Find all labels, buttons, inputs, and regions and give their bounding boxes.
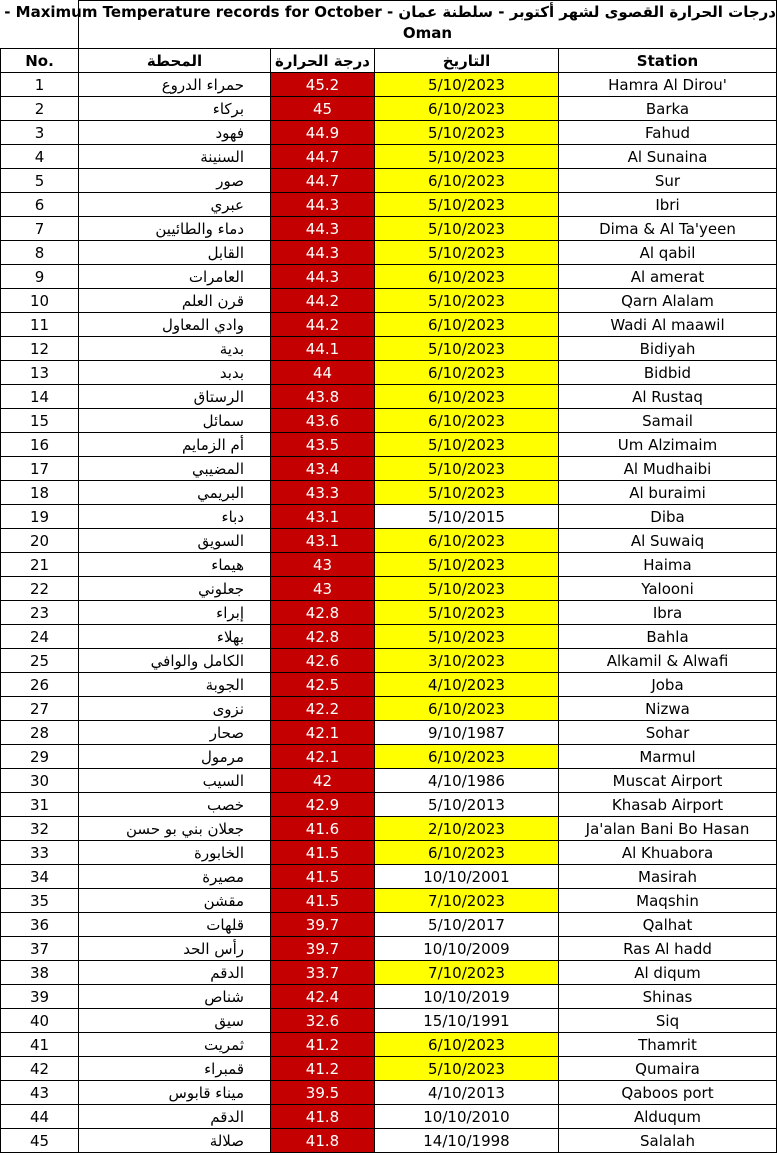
temperature-value: 41.5 xyxy=(271,889,375,913)
row-number: 3 xyxy=(1,121,79,145)
record-date: 7/10/2023 xyxy=(375,889,559,913)
station-name-en: Alkamil & Alwafi xyxy=(559,649,777,673)
station-name-en: Hamra Al Dirou' xyxy=(559,73,777,97)
title-line-2: Oman xyxy=(402,24,453,42)
station-name-ar: بدبد xyxy=(79,361,271,385)
record-date: 6/10/2023 xyxy=(375,409,559,433)
table-row xyxy=(1,769,777,793)
record-date: 5/10/2023 xyxy=(375,217,559,241)
table-row xyxy=(1,1057,777,1081)
station-name-en: Bidiyah xyxy=(559,337,777,361)
row-number: 10 xyxy=(1,289,79,313)
title-row xyxy=(1,1,777,49)
temperature-value: 43 xyxy=(271,577,375,601)
temperature-value: 41.8 xyxy=(271,1129,375,1153)
record-date: 5/10/2023 xyxy=(375,457,559,481)
row-number: 8 xyxy=(1,241,79,265)
table-row xyxy=(1,433,777,457)
temperature-value: 42.8 xyxy=(271,625,375,649)
temperature-value: 43.6 xyxy=(271,409,375,433)
row-number: 4 xyxy=(1,145,79,169)
station-name-ar: الرستاق xyxy=(79,385,271,409)
table-body xyxy=(1,1,777,1153)
row-number: 34 xyxy=(1,865,79,889)
row-number: 35 xyxy=(1,889,79,913)
row-number: 16 xyxy=(1,433,79,457)
station-name-ar: البريمي xyxy=(79,481,271,505)
station-name-en: Joba xyxy=(559,673,777,697)
station-name-ar: شناص xyxy=(79,985,271,1009)
temperature-value: 41.5 xyxy=(271,865,375,889)
table-row xyxy=(1,865,777,889)
station-name-en: Diba xyxy=(559,505,777,529)
temperature-value: 44.3 xyxy=(271,241,375,265)
row-number: 24 xyxy=(1,625,79,649)
row-number: 21 xyxy=(1,553,79,577)
row-number: 42 xyxy=(1,1057,79,1081)
row-number: 13 xyxy=(1,361,79,385)
record-date: 5/10/2023 xyxy=(375,289,559,313)
temperature-value: 44.2 xyxy=(271,313,375,337)
station-name-ar: سمائل xyxy=(79,409,271,433)
temperature-value: 44.3 xyxy=(271,217,375,241)
record-date: 2/10/2023 xyxy=(375,817,559,841)
temperature-value: 39.7 xyxy=(271,937,375,961)
temperature-value: 42.8 xyxy=(271,601,375,625)
table-row xyxy=(1,841,777,865)
station-name-ar: السنينة xyxy=(79,145,271,169)
station-name-ar: السويق xyxy=(79,529,271,553)
table-row xyxy=(1,793,777,817)
station-name-ar: أم الزمايم xyxy=(79,433,271,457)
station-name-en: Shinas xyxy=(559,985,777,1009)
row-number: 18 xyxy=(1,481,79,505)
table-row xyxy=(1,409,777,433)
station-name-ar: خصب xyxy=(79,793,271,817)
table-row xyxy=(1,145,777,169)
station-name-en: Samail xyxy=(559,409,777,433)
station-name-en: Dima & Al Ta'yeen xyxy=(559,217,777,241)
row-number: 11 xyxy=(1,313,79,337)
station-name-ar: صحار xyxy=(79,721,271,745)
row-number: 14 xyxy=(1,385,79,409)
temperature-value: 33.7 xyxy=(271,961,375,985)
table-row xyxy=(1,265,777,289)
row-number: 12 xyxy=(1,337,79,361)
record-date: 6/10/2023 xyxy=(375,169,559,193)
row-number: 39 xyxy=(1,985,79,1009)
table-row xyxy=(1,601,777,625)
station-name-en: Wadi Al maawil xyxy=(559,313,777,337)
station-name-ar: الخابورة xyxy=(79,841,271,865)
record-date: 5/10/2023 xyxy=(375,193,559,217)
record-date: 5/10/2023 xyxy=(375,1057,559,1081)
record-date: 15/10/1991 xyxy=(375,1009,559,1033)
record-date: 10/10/2010 xyxy=(375,1105,559,1129)
station-name-en: Al Rustaq xyxy=(559,385,777,409)
row-number: 28 xyxy=(1,721,79,745)
temperature-value: 43.1 xyxy=(271,529,375,553)
station-name-en: Al buraimi xyxy=(559,481,777,505)
station-name-en: Ja'alan Bani Bo Hasan xyxy=(559,817,777,841)
table-row xyxy=(1,361,777,385)
header-row xyxy=(1,49,777,73)
table-title xyxy=(4,1,777,49)
record-date: 5/10/2015 xyxy=(375,505,559,529)
station-name-en: Haima xyxy=(559,553,777,577)
table-row xyxy=(1,217,777,241)
temperature-value: 42.4 xyxy=(271,985,375,1009)
table-row xyxy=(1,817,777,841)
record-date: 6/10/2023 xyxy=(375,697,559,721)
temperature-value: 44.1 xyxy=(271,337,375,361)
table-row xyxy=(1,457,777,481)
table-row xyxy=(1,121,777,145)
table-row xyxy=(1,913,777,937)
station-name-ar: صور xyxy=(79,169,271,193)
station-name-ar: عبري xyxy=(79,193,271,217)
record-date: 4/10/2013 xyxy=(375,1081,559,1105)
table-row xyxy=(1,1033,777,1057)
table-row xyxy=(1,721,777,745)
station-name-en: Fahud xyxy=(559,121,777,145)
row-number: 17 xyxy=(1,457,79,481)
station-name-ar: رأس الحد xyxy=(79,937,271,961)
temperature-value: 44 xyxy=(271,361,375,385)
table-row xyxy=(1,553,777,577)
table-row xyxy=(1,529,777,553)
temperature-value: 43.3 xyxy=(271,481,375,505)
header-no: No. xyxy=(1,49,79,73)
station-name-en: Sur xyxy=(559,169,777,193)
temperature-value: 42.1 xyxy=(271,721,375,745)
row-number: 15 xyxy=(1,409,79,433)
row-number: 5 xyxy=(1,169,79,193)
row-number: 20 xyxy=(1,529,79,553)
record-date: 6/10/2023 xyxy=(375,745,559,769)
station-name-en: Siq xyxy=(559,1009,777,1033)
title-line-1: درجات الحرارة القصوى لشهر أكتوبر - سلطنة عمان - Maximum Temperature records for October - xyxy=(4,3,776,21)
station-name-ar: ميناء قابوس xyxy=(79,1081,271,1105)
row-number: 7 xyxy=(1,217,79,241)
header-date: التاريخ xyxy=(375,49,559,73)
station-name-en: Sohar xyxy=(559,721,777,745)
station-name-ar: قمبراء xyxy=(79,1057,271,1081)
station-name-ar: الدقم xyxy=(79,961,271,985)
station-name-ar: السيب xyxy=(79,769,271,793)
table-row xyxy=(1,97,777,121)
table-row xyxy=(1,169,777,193)
record-date: 10/10/2001 xyxy=(375,865,559,889)
station-name-en: Khasab Airport xyxy=(559,793,777,817)
station-name-en: Salalah xyxy=(559,1129,777,1153)
row-number: 37 xyxy=(1,937,79,961)
station-name-ar: مصيرة xyxy=(79,865,271,889)
row-number: 44 xyxy=(1,1105,79,1129)
station-name-en: Marmul xyxy=(559,745,777,769)
station-name-en: Um Alzimaim xyxy=(559,433,777,457)
station-name-en: Al Khuabora xyxy=(559,841,777,865)
temperature-value: 42.6 xyxy=(271,649,375,673)
record-date: 4/10/1986 xyxy=(375,769,559,793)
station-name-ar: صلالة xyxy=(79,1129,271,1153)
record-date: 5/10/2013 xyxy=(375,793,559,817)
station-name-en: Barka xyxy=(559,97,777,121)
station-name-en: Qumaira xyxy=(559,1057,777,1081)
record-date: 6/10/2023 xyxy=(375,1033,559,1057)
record-date: 10/10/2009 xyxy=(375,937,559,961)
station-name-en: Ibra xyxy=(559,601,777,625)
row-number: 36 xyxy=(1,913,79,937)
temperature-value: 42.2 xyxy=(271,697,375,721)
record-date: 5/10/2017 xyxy=(375,913,559,937)
row-number: 30 xyxy=(1,769,79,793)
row-number: 26 xyxy=(1,673,79,697)
table-row xyxy=(1,577,777,601)
temperature-value: 41.5 xyxy=(271,841,375,865)
temperature-value: 45.2 xyxy=(271,73,375,97)
station-name-en: Ras Al hadd xyxy=(559,937,777,961)
table-row xyxy=(1,505,777,529)
station-name-en: Al Suwaiq xyxy=(559,529,777,553)
table-row xyxy=(1,649,777,673)
table-row xyxy=(1,937,777,961)
station-name-en: Alduqum xyxy=(559,1105,777,1129)
table-row xyxy=(1,385,777,409)
temperature-value: 43.8 xyxy=(271,385,375,409)
row-number: 31 xyxy=(1,793,79,817)
station-name-ar: وادي المعاول xyxy=(79,313,271,337)
row-number: 40 xyxy=(1,1009,79,1033)
temperature-value: 42 xyxy=(271,769,375,793)
temperature-value: 44.7 xyxy=(271,169,375,193)
record-date: 10/10/2019 xyxy=(375,985,559,1009)
station-name-en: Qaboos port xyxy=(559,1081,777,1105)
record-date: 5/10/2023 xyxy=(375,241,559,265)
table-row xyxy=(1,1081,777,1105)
row-number: 27 xyxy=(1,697,79,721)
table-row xyxy=(1,313,777,337)
station-name-ar: فهود xyxy=(79,121,271,145)
record-date: 5/10/2023 xyxy=(375,601,559,625)
record-date: 5/10/2023 xyxy=(375,145,559,169)
station-name-ar: قرن العلم xyxy=(79,289,271,313)
record-date: 6/10/2023 xyxy=(375,361,559,385)
row-number: 25 xyxy=(1,649,79,673)
table-row xyxy=(1,289,777,313)
record-date: 5/10/2023 xyxy=(375,433,559,457)
station-name-ar: هيماء xyxy=(79,553,271,577)
record-date: 5/10/2023 xyxy=(375,337,559,361)
temperature-value: 42.5 xyxy=(271,673,375,697)
station-name-en: Al amerat xyxy=(559,265,777,289)
row-number: 6 xyxy=(1,193,79,217)
station-name-ar: ثمريت xyxy=(79,1033,271,1057)
station-name-ar: قلهات xyxy=(79,913,271,937)
record-date: 6/10/2023 xyxy=(375,97,559,121)
record-date: 6/10/2023 xyxy=(375,385,559,409)
station-name-en: Yalooni xyxy=(559,577,777,601)
station-name-en: Bidbid xyxy=(559,361,777,385)
station-name-ar: بركاء xyxy=(79,97,271,121)
temperature-value: 44.3 xyxy=(271,265,375,289)
temperature-value: 43 xyxy=(271,553,375,577)
row-number: 43 xyxy=(1,1081,79,1105)
station-name-ar: القابل xyxy=(79,241,271,265)
table-row xyxy=(1,985,777,1009)
temperature-value: 39.7 xyxy=(271,913,375,937)
temperature-value: 41.2 xyxy=(271,1033,375,1057)
station-name-ar: مقشن xyxy=(79,889,271,913)
station-name-ar: العامرات xyxy=(79,265,271,289)
temperature-value: 42.9 xyxy=(271,793,375,817)
row-number: 19 xyxy=(1,505,79,529)
table-row xyxy=(1,889,777,913)
row-number: 32 xyxy=(1,817,79,841)
row-number: 1 xyxy=(1,73,79,97)
table-row xyxy=(1,1129,777,1153)
station-name-ar: سيق xyxy=(79,1009,271,1033)
record-date: 6/10/2023 xyxy=(375,265,559,289)
record-date: 6/10/2023 xyxy=(375,313,559,337)
station-name-ar: بدية xyxy=(79,337,271,361)
row-number: 38 xyxy=(1,961,79,985)
record-date: 9/10/1987 xyxy=(375,721,559,745)
station-name-en: Muscat Airport xyxy=(559,769,777,793)
table-row xyxy=(1,241,777,265)
record-date: 14/10/1998 xyxy=(375,1129,559,1153)
station-name-en: Nizwa xyxy=(559,697,777,721)
table-row xyxy=(1,337,777,361)
record-date: 5/10/2023 xyxy=(375,481,559,505)
station-name-ar: الجوبة xyxy=(79,673,271,697)
header-station-en: Station xyxy=(559,49,777,73)
temperature-value: 43.1 xyxy=(271,505,375,529)
station-name-ar: جعلان بني بو حسن xyxy=(79,817,271,841)
station-name-ar: دماء والطائيين xyxy=(79,217,271,241)
temperature-value: 41.2 xyxy=(271,1057,375,1081)
station-name-en: Al diqum xyxy=(559,961,777,985)
table-row xyxy=(1,673,777,697)
table-row xyxy=(1,1105,777,1129)
station-name-en: Ibri xyxy=(559,193,777,217)
header-temperature: درجة الحرارة xyxy=(271,49,375,73)
row-number: 33 xyxy=(1,841,79,865)
table-row xyxy=(1,697,777,721)
temperature-value: 44.2 xyxy=(271,289,375,313)
station-name-en: Qarn Alalam xyxy=(559,289,777,313)
station-name-en: Al qabil xyxy=(559,241,777,265)
station-name-ar: مرمول xyxy=(79,745,271,769)
station-name-ar: إبراء xyxy=(79,601,271,625)
station-name-en: Maqshin xyxy=(559,889,777,913)
station-name-en: Al Sunaina xyxy=(559,145,777,169)
temperature-value: 41.8 xyxy=(271,1105,375,1129)
temperature-value: 43.5 xyxy=(271,433,375,457)
table-row xyxy=(1,745,777,769)
station-name-en: Bahla xyxy=(559,625,777,649)
station-name-ar: حمراء الدروع xyxy=(79,73,271,97)
station-name-en: Masirah xyxy=(559,865,777,889)
temperature-value: 41.6 xyxy=(271,817,375,841)
record-date: 5/10/2023 xyxy=(375,121,559,145)
table-row xyxy=(1,481,777,505)
station-name-en: Qalhat xyxy=(559,913,777,937)
station-name-en: Thamrit xyxy=(559,1033,777,1057)
row-number: 9 xyxy=(1,265,79,289)
station-name-ar: الدقم xyxy=(79,1105,271,1129)
table-row xyxy=(1,73,777,97)
record-date: 5/10/2023 xyxy=(375,625,559,649)
record-date: 4/10/2023 xyxy=(375,673,559,697)
temperature-value: 32.6 xyxy=(271,1009,375,1033)
row-number: 29 xyxy=(1,745,79,769)
table-row xyxy=(1,1009,777,1033)
station-name-en: Al Mudhaibi xyxy=(559,457,777,481)
row-number: 23 xyxy=(1,601,79,625)
temperature-value: 45 xyxy=(271,97,375,121)
record-date: 3/10/2023 xyxy=(375,649,559,673)
table-row xyxy=(1,961,777,985)
record-date: 6/10/2023 xyxy=(375,529,559,553)
row-number: 22 xyxy=(1,577,79,601)
row-number: 41 xyxy=(1,1033,79,1057)
station-name-ar: دباء xyxy=(79,505,271,529)
temperature-value: 44.9 xyxy=(271,121,375,145)
record-date: 6/10/2023 xyxy=(375,841,559,865)
record-date: 5/10/2023 xyxy=(375,553,559,577)
station-name-ar: الكامل والوافي xyxy=(79,649,271,673)
table-row xyxy=(1,193,777,217)
temperature-value: 39.5 xyxy=(271,1081,375,1105)
temperature-value: 42.1 xyxy=(271,745,375,769)
record-date: 5/10/2023 xyxy=(375,577,559,601)
station-name-ar: جعلوني xyxy=(79,577,271,601)
station-name-ar: المضيبي xyxy=(79,457,271,481)
record-date: 5/10/2023 xyxy=(375,73,559,97)
header-station-ar: المحطة xyxy=(79,49,271,73)
temperature-value: 44.3 xyxy=(271,193,375,217)
row-number: 2 xyxy=(1,97,79,121)
record-date: 7/10/2023 xyxy=(375,961,559,985)
temperature-value: 44.7 xyxy=(271,145,375,169)
station-name-ar: بهلاء xyxy=(79,625,271,649)
row-number: 45 xyxy=(1,1129,79,1153)
temperature-value: 43.4 xyxy=(271,457,375,481)
table-row xyxy=(1,625,777,649)
station-name-ar: نزوى xyxy=(79,697,271,721)
